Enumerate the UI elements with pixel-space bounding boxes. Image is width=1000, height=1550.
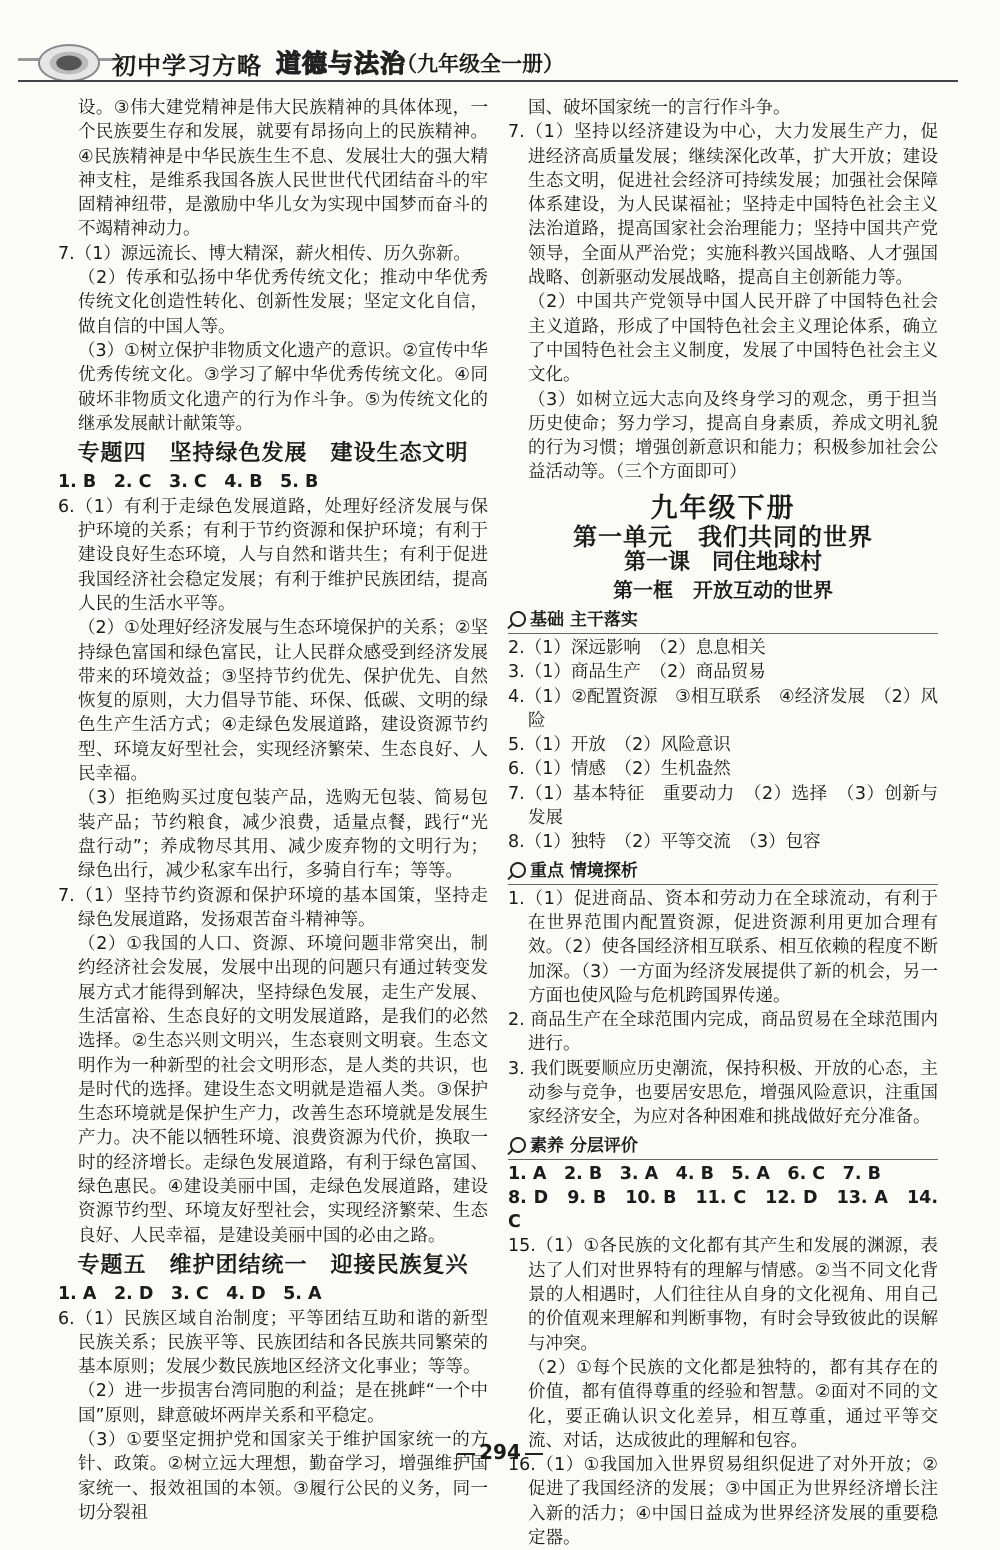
answer-q7-1: 7.（1）源远流长、博大精深，薪火相传、历久弥新。 [58, 243, 471, 264]
topic-5-heading: 专题五 维护团结统一 迎接民族复兴 [77, 1252, 469, 1278]
series-title: 初中学习方略 [112, 52, 262, 80]
section-title: 素养 分层评价 [530, 1135, 638, 1156]
magnifier-icon [510, 862, 526, 878]
answer-q7-1: 7.（1）坚持以经济建设为中心，大力发展生产力，促进经济高质量发展；继续深化改革，扩大开放；建设生态文明，促进社会经济可持续发展；加强社会保障体系建设，为人民谋福祉；坚持走中国特色社会主义法治道路，提高国家社会治理能力；坚持中国共产党领导，全面从严治党；实施科教兴国战略、人才强国战略、创新驱动发展战略，提高自主创新能力等。 [508, 122, 938, 289]
section-assessment [508, 1134, 938, 1160]
topic-4-q7-2: （2）①我国的人口、资源、环境问题非常突出，制约经济社会发展，发展中出现的问题只有通过转变发展方式才能得到解决，坚持绿色发展，走生产发展、生活富裕、生态良好的文明发展道路，是我们的必然选择。②生态兴则文明兴，生态衰则文明衰。生态文明作为一种新型的社会文明形态，是人类的共识，也是时代的选择。建设生态文明就是造福人类。③保护生态环境就是保护生产力，改善生态环境就是发展生产力。决不能以牺牲环境、浪费资源为代价，换取一时的经济增长。走绿色发展道路，有利于绿色富国、绿色惠民。④建设美丽中国，走绿色发展道路，建设资源节约型、环境友好型社会，实现经济繁荣、生态良好、人民幸福，是建设美丽中国的必由之路。 [78, 934, 488, 1246]
subject-title: 道德与法治 [276, 49, 407, 78]
basics-item: 5.（1）开放 （2）风险意识 [508, 735, 731, 756]
topic-4-choice-answers: 1. B 2. C 3. C 4. B 5. B [58, 472, 319, 493]
topic-5-q6-1: 6.（1）民族区域自治制度；平等团结互助和谐的新型民族关系；民族平等、民族团结和各民族共同繁荣的基本原则；发展少数民族地区经济文化事业；等等。 [58, 1308, 488, 1378]
unit-heading: 第一单元 我们共同的世界 [573, 523, 873, 552]
answer-q7-3: （3）如树立远大志向及终身学习的观念，勇于担当历史使命；努力学习，提高自身素质，养成文明礼貌的行为习惯；增强创新意识和能力；积极参加社会公益活动等。（三个方面即可） [528, 389, 938, 483]
choice-answers-2: 8. D 9. B 10. B 11. C 12. D 13. A 14. C [508, 1187, 938, 1233]
basics-item: 8.（1）独特 （2）平等交流 （3）包容 [508, 832, 821, 853]
answer-continuation: 国、破坏国家统一的言行作斗争。 [528, 98, 791, 118]
section-title: 重点 情境探析 [530, 860, 638, 881]
section-rule [508, 884, 938, 885]
answer-q16: 16.（1）①我国加入世界贸易组织促进了对外开放；②促进了我国经济的发展；③中国正为世界经济增长注入新的活力；④中国日益成为世界经济发展的重要稳定器。 [508, 1455, 938, 1549]
section-basics [508, 608, 938, 634]
section-rule [508, 1159, 938, 1160]
answer-paragraph: 设。③伟大建党精神是伟大民族精神的具体体现，一个民族要生存和发展，就要有昂扬向上的民族精神。④民族精神是中华民族生生不息、发展壮大的强大精神支柱，是维系我国各族人民世世代代团结奋斗的牢固精神纽带，是激励中华儿女为实现中国梦而奋斗的不竭精神动力。 [78, 98, 488, 240]
section-key-points [508, 859, 938, 885]
section-title: 基础 主干落实 [530, 609, 638, 630]
basics-item: 7.（1）基本特征 重要动力 （2）选择 （3）创新与发展 [508, 783, 938, 829]
lesson-heading: 第一课 同住地球村 [623, 550, 822, 576]
topic-4-q7-1: 7.（1）坚持节约资源和保护环境的基本国策，坚持走绿色发展道路，发扬艰苦奋斗精神等。 [58, 885, 488, 930]
key-answer-1: 1.（1）促进商品、资本和劳动力在全球流动，有利于在世界范围内配置资源，促进资源利用更加合理有效。（2）使各国经济相互联系、相互依赖的程度不断加深。（3）一方面为经济发展提供了新的机会，另一方面也使风险与危机跨国界传递。 [508, 888, 938, 1006]
choice-answers-1: 1. A 2. B 3. A 4. B 5. A 6. C 7. B [508, 1163, 881, 1184]
grade-label: （九年级全一册） [396, 52, 564, 76]
series-logo-icon [38, 44, 100, 82]
topic-4-q6-3: （3）拒绝购买过度包装产品，选购无包装、简易包装产品；节约粮食，减少浪费，适量点餐，践行“光盘行动”；养成物尽其用、减少废弃物的文明行为；绿色出行，减少私家车出行，多骑自行车；等等。 [78, 788, 488, 882]
answer-q7-3: （3）①树立保护非物质文化遗产的意识。②宣传中华优秀传统文化。③学习了解中华优秀传统文化。④同破坏非物质文化遗产的行为作斗争。⑤为传统文化的继承发展献计献策等。 [78, 340, 489, 434]
section-rule [508, 633, 938, 634]
basics-item: 2.（1）深远影响 （2）息息相关 [508, 637, 766, 658]
topic-4-q6-1: 6.（1）有利于走绿色发展道路，处理好经济发展与保护环境的关系；有利于节约资源和保护环境；有利于建设良好生态环境，人与自然和谐共生；有利于促进我国经济社会稳定发展；有利于维护民族团结，提高人民的生活水平等。 [58, 496, 488, 614]
page-number [0, 1440, 1000, 1464]
topic-4-heading: 专题四 坚持绿色发展 建设生态文明 [77, 441, 469, 467]
magnifier-icon [510, 1137, 526, 1153]
page-number-dash [457, 1453, 475, 1455]
answer-q15-1: 15.（1）①各民族的文化都有其产生和发展的渊源，表达了人们对世界特有的理解与情感。②当不同文化背景的人相遇时，人们往往从自身的文化视角、用自己的价值观来理解和判断事物，有时会导致彼此的误解与冲突。 [508, 1236, 938, 1354]
basics-item: 6.（1）情感 （2）生机盎然 [508, 759, 731, 780]
topic-5-q6-2: （2）进一步损害台湾同胞的利益；是在挑衅“一个中国”原则，肆意破坏两岸关系和平稳定。 [78, 1381, 488, 1426]
right-column [508, 96, 938, 1550]
page-header [18, 40, 978, 92]
magnifier-icon [510, 611, 526, 627]
key-answer-2: 2. 商品生产在全球范围内完成，商品贸易在全球范围内进行。 [508, 1010, 938, 1055]
topic-4-q6-2: （2）①处理好经济发展与生态环境保护的关系；②坚持绿色富国和绿色富民，让人民群众感受到经济发展带来的环境效益；③坚持节约优先、保护优先、自然恢复的原则，大力倡导节能、环保、低碳、文明的绿色生产生活方式；④走绿色发展道路，建设资源节约型、环境友好型社会，实现经济繁荣、生态良好、人民幸福。 [78, 618, 489, 785]
basics-item: 3.（1）商品生产 （2）商品贸易 [508, 662, 766, 683]
basics-item: 4.（1）②配置资源 ③相互联系 ④经济发展 （2）风险 [508, 686, 938, 731]
answer-q15-2: （2）①每个民族的文化都是独特的，都有其存在的价值，都有值得尊重的经验和智慧。②面对不同的文化，要正确认识文化差异，相互尊重，通过平等交流、对话，达成彼此的理解和包容。 [528, 1357, 938, 1451]
topic-5-q6-3: （3）①要坚定拥护党和国家关于维护国家统一的方针、政策。②树立远大理想，勤奋学习，增强维护国家统一、报效祖国的本领。③履行公民的义务，同一切分裂祖 [78, 1430, 488, 1523]
key-answer-3: 3. 我们既要顺应历史潮流，保持积极、开放的心态，主动参与竞争，也要居安思危，增强风险意识，注重国家经济安全，为应对各种困难和挑战做好充分准备。 [508, 1058, 938, 1128]
page-number-value: 294 [479, 1440, 521, 1464]
page-number-dash [525, 1453, 543, 1455]
answer-q7-2: （2）传承和弘扬中华优秀传统文化；推动中华优秀传统文化创造性转化、创新性发展；坚定文化自信，做自信的中国人等。 [78, 268, 488, 337]
answer-q7-2: （2）中国共产党领导中国人民开辟了中国特色社会主义道路，形成了中国特色社会主义理论体系，确立了中国特色社会主义制度，发展了中国特色社会主义文化。 [528, 292, 938, 386]
frame-heading: 第一框 开放互动的世界 [613, 577, 833, 602]
topic-5-choice-answers: 1. A 2. D 3. C 4. D 5. A [58, 1284, 322, 1305]
header-rule [18, 80, 958, 82]
left-column [58, 96, 488, 1525]
volume-heading: 九年级下册 [650, 492, 796, 524]
